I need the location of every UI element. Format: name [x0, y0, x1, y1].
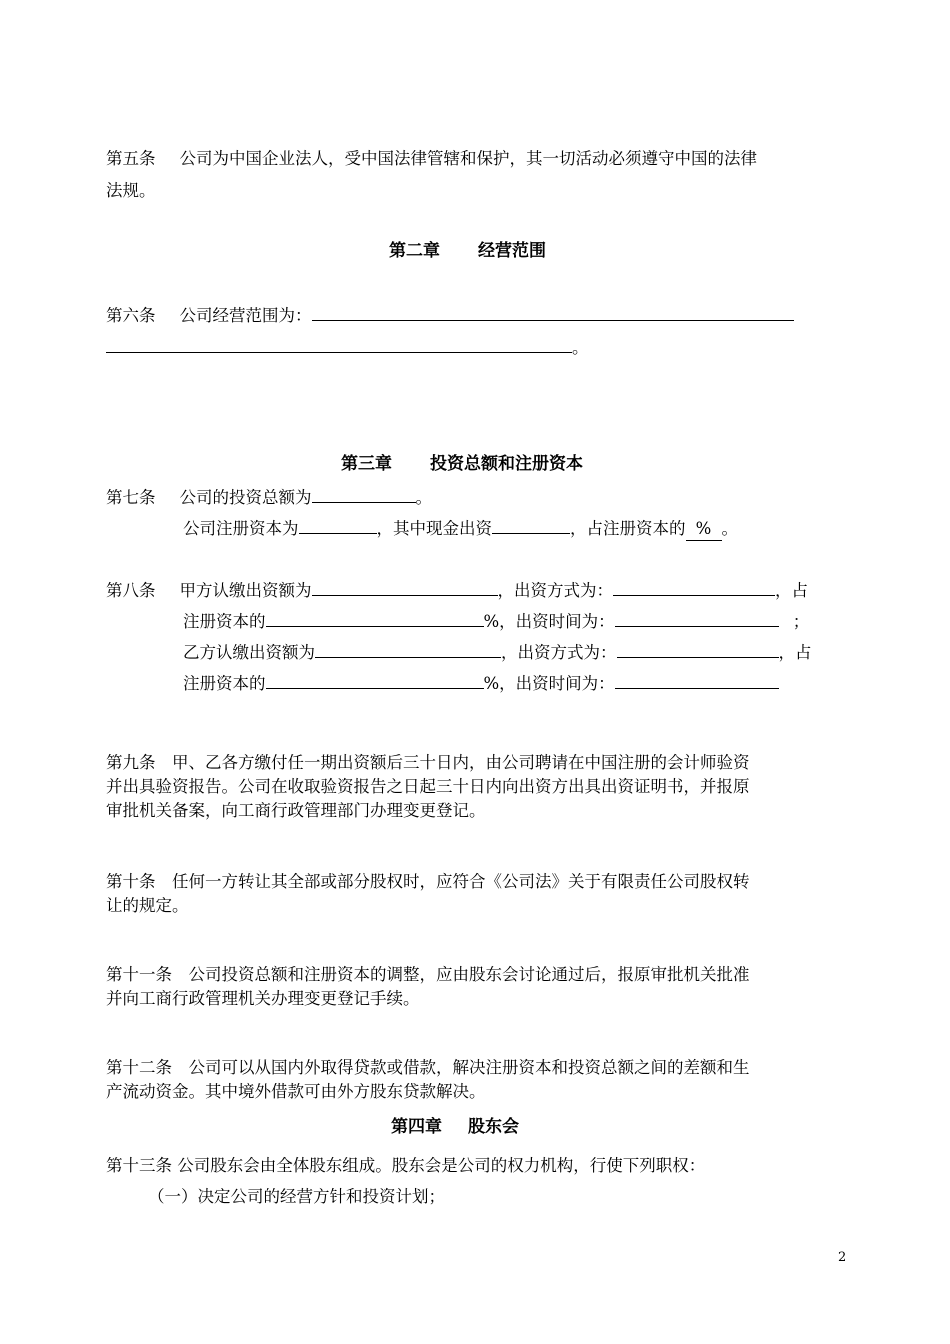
cash-contribution-blank[interactable]: [492, 515, 570, 534]
party-b-amount-blank[interactable]: [315, 639, 501, 658]
article-9-line-2: 并出具验资报告。公司在收取验资报告之日起三十日内向出资方出具出资证明书，并报原: [106, 777, 750, 796]
article-9-line-1: 第九条 甲、乙各方缴付任一期出资额后三十日内，由公司聘请在中国注册的会计师验资: [106, 753, 750, 772]
capital-share-percent[interactable]: [686, 518, 722, 541]
article-7-line-1-end: 。: [415, 488, 432, 507]
chapter-2-heading: [389, 240, 546, 262]
article-12-line-2: 产流动资金。其中境外借款可由外方股东贷款解决。: [106, 1082, 486, 1101]
article-7-line-1: [106, 484, 432, 509]
party-b-time-blank[interactable]: [615, 670, 779, 689]
page-number: 2: [838, 1250, 847, 1265]
cash-contribution-label: ，其中现金出资: [376, 519, 492, 538]
party-a-amount-label: 甲方认缴出资额为: [179, 581, 312, 600]
business-scope-blank-2[interactable]: [106, 334, 572, 353]
registered-capital-label: 公司注册资本为: [183, 519, 299, 538]
party-a-amount-blank[interactable]: [312, 577, 498, 596]
party-b-mode-label: ，出资方式为：: [501, 643, 617, 662]
party-a-time-label: %，出资时间为：: [483, 612, 615, 631]
party-b-time-label: %，出资时间为：: [483, 674, 615, 693]
article-5-line-2: 法规。: [106, 181, 156, 200]
chapter-4-title: 股东会: [468, 1117, 519, 1137]
article-10-line-1: 第十条 任何一方转让其全部或部分股权时，应符合《公司法》关于有限责任公司股权转: [106, 872, 750, 891]
business-scope-blank-1[interactable]: [312, 302, 794, 321]
party-b-occupy-label: ，占: [778, 643, 812, 662]
article-6-label: 第六条: [106, 306, 156, 325]
total-investment-label: 公司的投资总额为: [179, 488, 312, 507]
article-7-line-2-end: 。: [721, 519, 738, 538]
article-13-item-1: （一）决定公司的经营方针和投资计划；: [148, 1187, 445, 1206]
party-b-mode-blank[interactable]: [617, 639, 779, 658]
article-5-label: 第五条: [106, 149, 156, 168]
article-8-line-2: [183, 608, 809, 633]
party-a-mode-blank[interactable]: [613, 577, 775, 596]
registered-capital-blank[interactable]: [299, 515, 377, 534]
party-a-occupy-label: ，占: [775, 581, 808, 600]
chapter-2-title: 经营范围: [478, 241, 546, 261]
chapter-4-heading: [391, 1116, 519, 1138]
capital-share-label: ，占注册资本的: [570, 519, 686, 538]
article-8-line-3: [183, 639, 812, 664]
article-6-text: 公司经营范围为：: [179, 306, 312, 325]
party-a-time-blank[interactable]: [615, 608, 779, 627]
article-7-line-2: [183, 515, 738, 541]
article-8-line-4: [183, 670, 779, 695]
article-8-line-1: [106, 577, 808, 602]
chapter-3-title: 投资总额和注册资本: [430, 454, 583, 474]
chapter-2-number: 第二章: [389, 241, 440, 261]
article-5-text: 公司为中国企业法人，受中国法律管辖和保护，其一切活动必须遵守中国的法律: [179, 149, 757, 168]
party-a-share-label: 注册资本的: [183, 612, 266, 631]
article-6-line-1: [106, 302, 794, 327]
article-6-end: 。: [572, 338, 589, 357]
percent-sign: %: [695, 519, 712, 538]
chapter-3-number: 第三章: [341, 454, 392, 474]
party-b-amount-label: 乙方认缴出资额为: [183, 643, 315, 662]
article-7-label: 第七条: [106, 488, 156, 507]
party-b-share-blank[interactable]: [266, 670, 484, 689]
article-11-line-2: 并向工商行政管理机关办理变更登记手续。: [106, 989, 420, 1008]
article-12-line-1: 第十二条 公司可以从国内外取得贷款或借款，解决注册资本和投资总额之间的差额和生: [106, 1058, 750, 1077]
article-10-line-2: 让的规定。: [106, 896, 189, 915]
article-9-line-3: 审批机关备案，向工商行政管理部门办理变更登记。: [106, 801, 486, 820]
party-a-share-blank[interactable]: [266, 608, 484, 627]
party-a-semicolon: ；: [792, 612, 810, 631]
article-13-line-1: 第十三条 公司股东会由全体股东组成。股东会是公司的权力机构，行使下列职权：: [106, 1156, 706, 1175]
total-investment-blank[interactable]: [312, 484, 416, 503]
article-5-line-1: [106, 148, 757, 170]
party-b-share-label: 注册资本的: [183, 674, 266, 693]
article-8-label: 第八条: [106, 581, 156, 600]
article-6-line-2: [106, 334, 589, 359]
chapter-4-number: 第四章: [391, 1117, 442, 1137]
article-11-line-1: 第十一条 公司投资总额和注册资本的调整，应由股东会讨论通过后，报原审批机关批准: [106, 965, 750, 984]
chapter-3-heading: [341, 453, 583, 475]
party-a-mode-label: ，出资方式为：: [497, 581, 613, 600]
